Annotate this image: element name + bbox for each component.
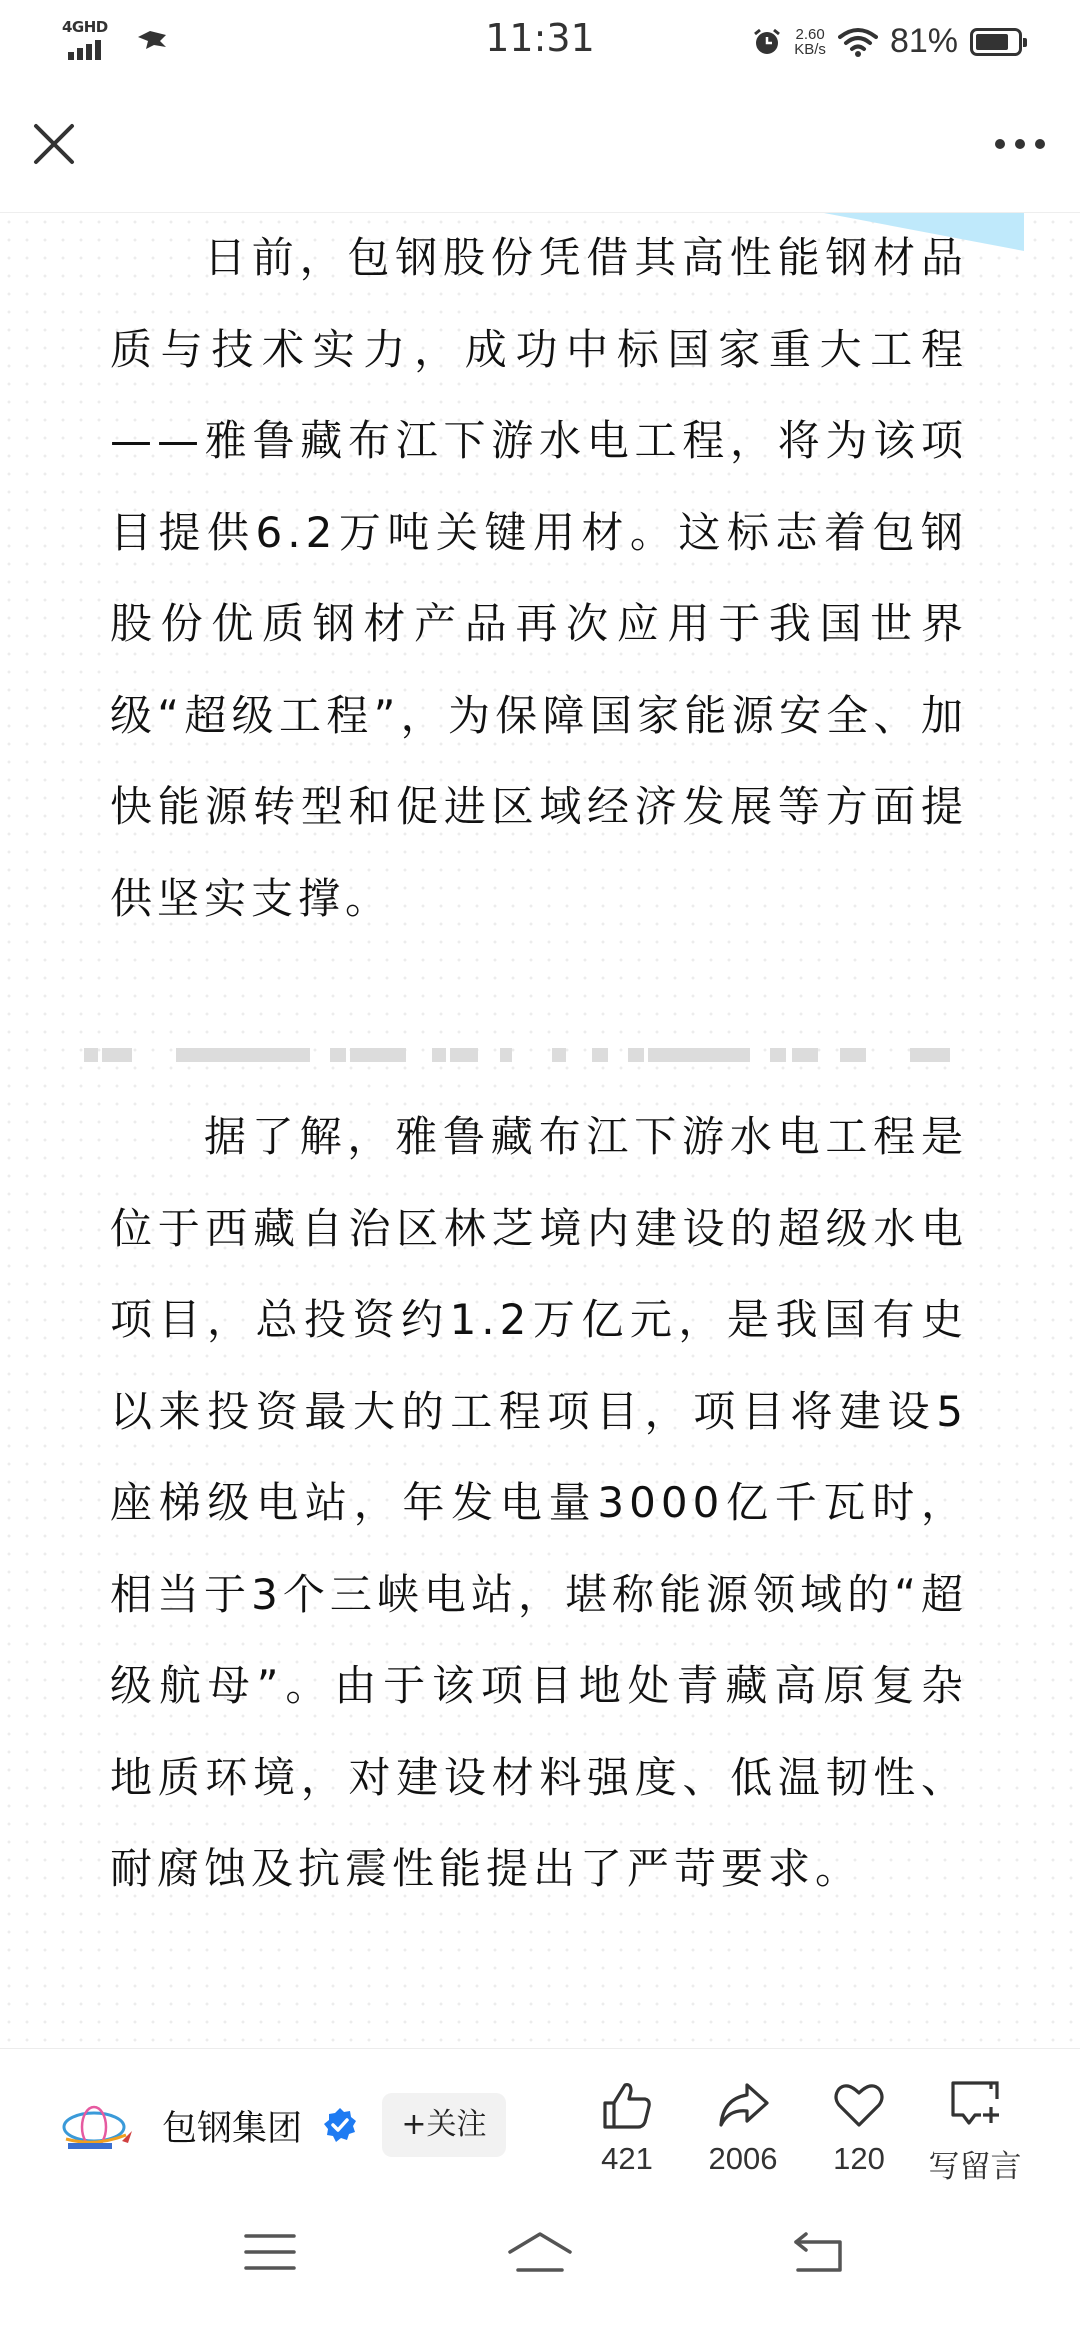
more-icon[interactable] [990,124,1050,164]
network-type: 4GHD [62,18,108,36]
share-count: 2006 [708,2141,778,2176]
status-right [752,22,1022,61]
follow-button[interactable]: +关注 [382,2093,506,2157]
alarm-icon [752,27,782,57]
like-count: 421 [601,2141,653,2176]
favorite-button[interactable] [804,2077,914,2177]
thumbs-up-icon [599,2077,655,2133]
decorative-divider [80,1043,998,1065]
account-logo[interactable] [56,2097,136,2157]
article-paragraph: 日前，包钢股份凭借其高性能钢材品质与技术实力，成功中标国家重大工程——雅鲁藏布江下游水电工程，将为该项目提供6.2万吨关键用材。这标志着包钢股份优质钢材产品再次应用于我国世界级“超级工程”，为保障国家能源安全、加快能源转型和促进区域经济发展等方面提供坚实支撑。 [110,233,968,923]
article-footer-bar [0,2048,1080,2191]
battery-icon [970,28,1022,56]
verified-badge-icon [322,2107,358,2143]
clock: 11:31 [485,16,595,60]
write-comment-label: 写留言 [928,2149,1022,2184]
network-speed: 2.60 KB/s [794,25,826,58]
home-icon[interactable] [506,2230,574,2274]
share-arrow-icon [715,2077,771,2133]
menu-icon[interactable] [244,2230,296,2274]
wifi-icon [838,27,878,57]
close-icon[interactable] [28,118,80,170]
battery-fill [976,34,1008,50]
back-icon[interactable] [792,2230,848,2274]
heart-icon [831,2077,887,2133]
account-name[interactable]: 包钢集团 [162,2109,303,2149]
top-nav-bar [0,84,1080,213]
favorite-count: 120 [833,2141,885,2176]
write-comment-button[interactable] [920,2077,1030,2186]
share-button[interactable] [688,2077,798,2177]
status-bar [0,0,1080,84]
article-paragraph: 据了解，雅鲁藏布江下游水电工程是位于西藏自治区林芝境内建设的超级水电项目，总投资约1.2万亿元，是我国有史以来投资最大的工程项目，项目将建设5座梯级电站，年发电量3000亿千瓦时，相当于3个三峡电站，堪称能源领域的“超级航母”。由于该项目地处青藏高原复杂地质环境，对建设材料强度、低温韧性、耐腐蚀及抗震性能提出了严苛要求。 [110,1112,968,1893]
article-body[interactable] [0,213,1080,2048]
comment-add-icon [947,2077,1003,2133]
battery-percent: 81% [889,22,958,60]
system-navigation-bar [0,2190,1080,2340]
like-button[interactable] [572,2077,682,2177]
